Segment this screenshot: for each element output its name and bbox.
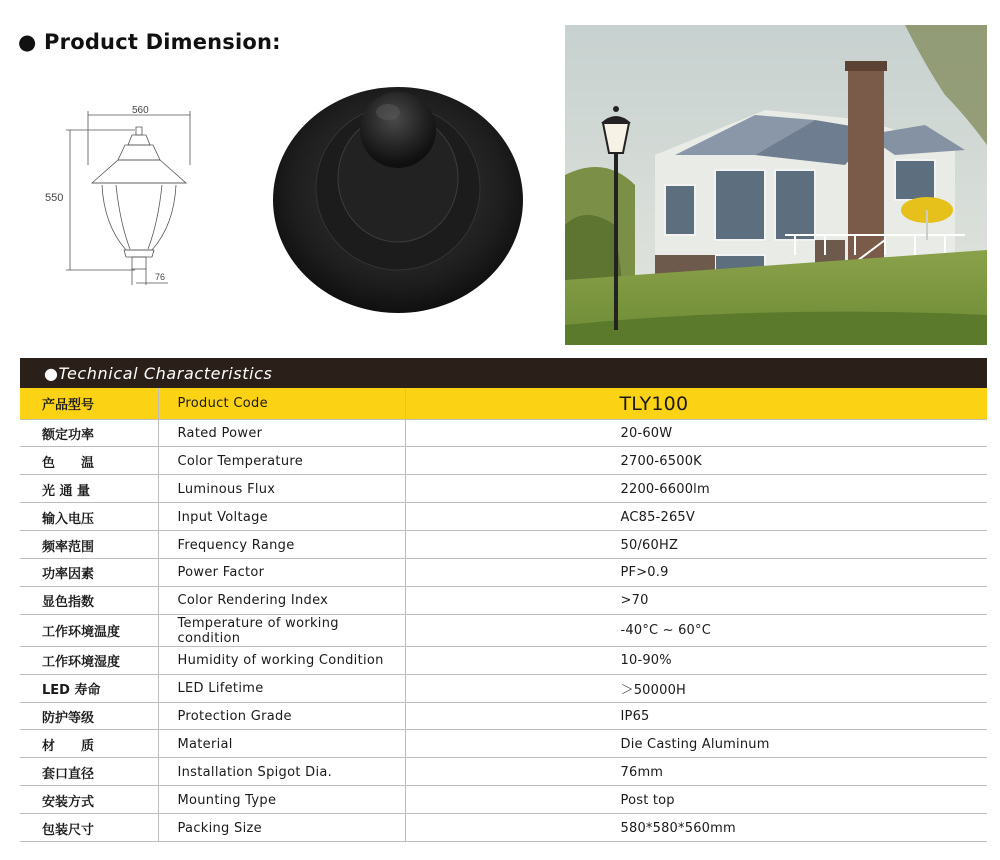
spec-row [20,586,987,614]
spec-name-en: Humidity of working Condition [158,646,405,674]
spec-name-en: Installation Spigot Dia. [158,758,405,786]
spec-table [20,388,987,842]
spec-value: 50/60HZ [405,531,987,559]
spec-name-cn: 套口直径 [20,758,158,786]
product-code-row [20,388,987,419]
width-label: 560 [132,105,149,116]
spec-name-cn: 输入电压 [20,503,158,531]
section-title [18,30,281,54]
bullet: ● [18,30,37,54]
spec-value: 2700-6500K [405,447,987,475]
spec-name-cn: 额定功率 [20,419,158,447]
spec-name-en: Mounting Type [158,786,405,814]
spec-name-en: Material [158,730,405,758]
spigot-label: 76 [155,272,166,282]
spec-value: ＞50000H [405,674,987,702]
spec-row [20,447,987,475]
spec-value: 2200-6600lm [405,475,987,503]
spec-name-en: Luminous Flux [158,475,405,503]
spec-value: 10-90% [405,646,987,674]
section-title-text: Product Dimension: [44,30,281,54]
height-label: 550 [45,192,64,204]
spec-row [20,702,987,730]
spec-row [20,758,987,786]
spec-value: IP65 [405,702,987,730]
spec-name-cn: LED 寿命 [20,674,158,702]
spec-name-cn: 材 质 [20,730,158,758]
spec-name-cn: 显色指数 [20,586,158,614]
spec-name-en: Input Voltage [158,503,405,531]
spec-name-cn: 色 温 [20,447,158,475]
spec-name-cn: 工作环境温度 [20,614,158,646]
spec-name-en: LED Lifetime [158,674,405,702]
spec-name-en: Temperature of working condition [158,614,405,646]
spec-name-cn: 工作环境湿度 [20,646,158,674]
spec-value: Die Casting Aluminum [405,730,987,758]
spec-row [20,503,987,531]
spec-row [20,674,987,702]
installation-scene-photo [565,25,987,345]
spec-name-cn: 安装方式 [20,786,158,814]
spec-value: AC85-265V [405,503,987,531]
spec-row [20,786,987,814]
spec-row [20,730,987,758]
spec-name-cn: 包装尺寸 [20,814,158,842]
spec-name-cn: 频率范围 [20,531,158,559]
lamp-photo [268,80,528,320]
spec-value: 76mm [405,758,987,786]
spec-name-en: Packing Size [158,814,405,842]
spec-name-cn: 防护等级 [20,702,158,730]
spec-name-cn: 功率因素 [20,558,158,586]
spec-value: -40°C ~ 60°C [405,614,987,646]
technical-characteristics-header: ●Technical Characteristics [20,358,987,388]
spec-name-cn: 产品型号 [20,388,158,419]
spec-row [20,614,987,646]
spec-row [20,419,987,447]
spec-name-en: Color Rendering Index [158,586,405,614]
spec-name-en: Rated Power [158,419,405,447]
spec-row [20,646,987,674]
spec-row [20,531,987,559]
spec-name-en: Product Code [158,388,405,419]
spec-value: Post top [405,786,987,814]
spec-value: >70 [405,586,987,614]
spec-name-en: Color Temperature [158,447,405,475]
spec-row [20,558,987,586]
spec-name-en: Protection Grade [158,702,405,730]
spec-row [20,814,987,842]
spec-row [20,475,987,503]
dimension-drawing [40,105,225,295]
spec-value: 580*580*560mm [405,814,987,842]
spec-value: PF>0.9 [405,558,987,586]
spec-name-en: Frequency Range [158,531,405,559]
spec-value: TLY100 [405,388,987,419]
spec-value: 20-60W [405,419,987,447]
spec-name-cn: 光 通 量 [20,475,158,503]
spec-name-en: Power Factor [158,558,405,586]
